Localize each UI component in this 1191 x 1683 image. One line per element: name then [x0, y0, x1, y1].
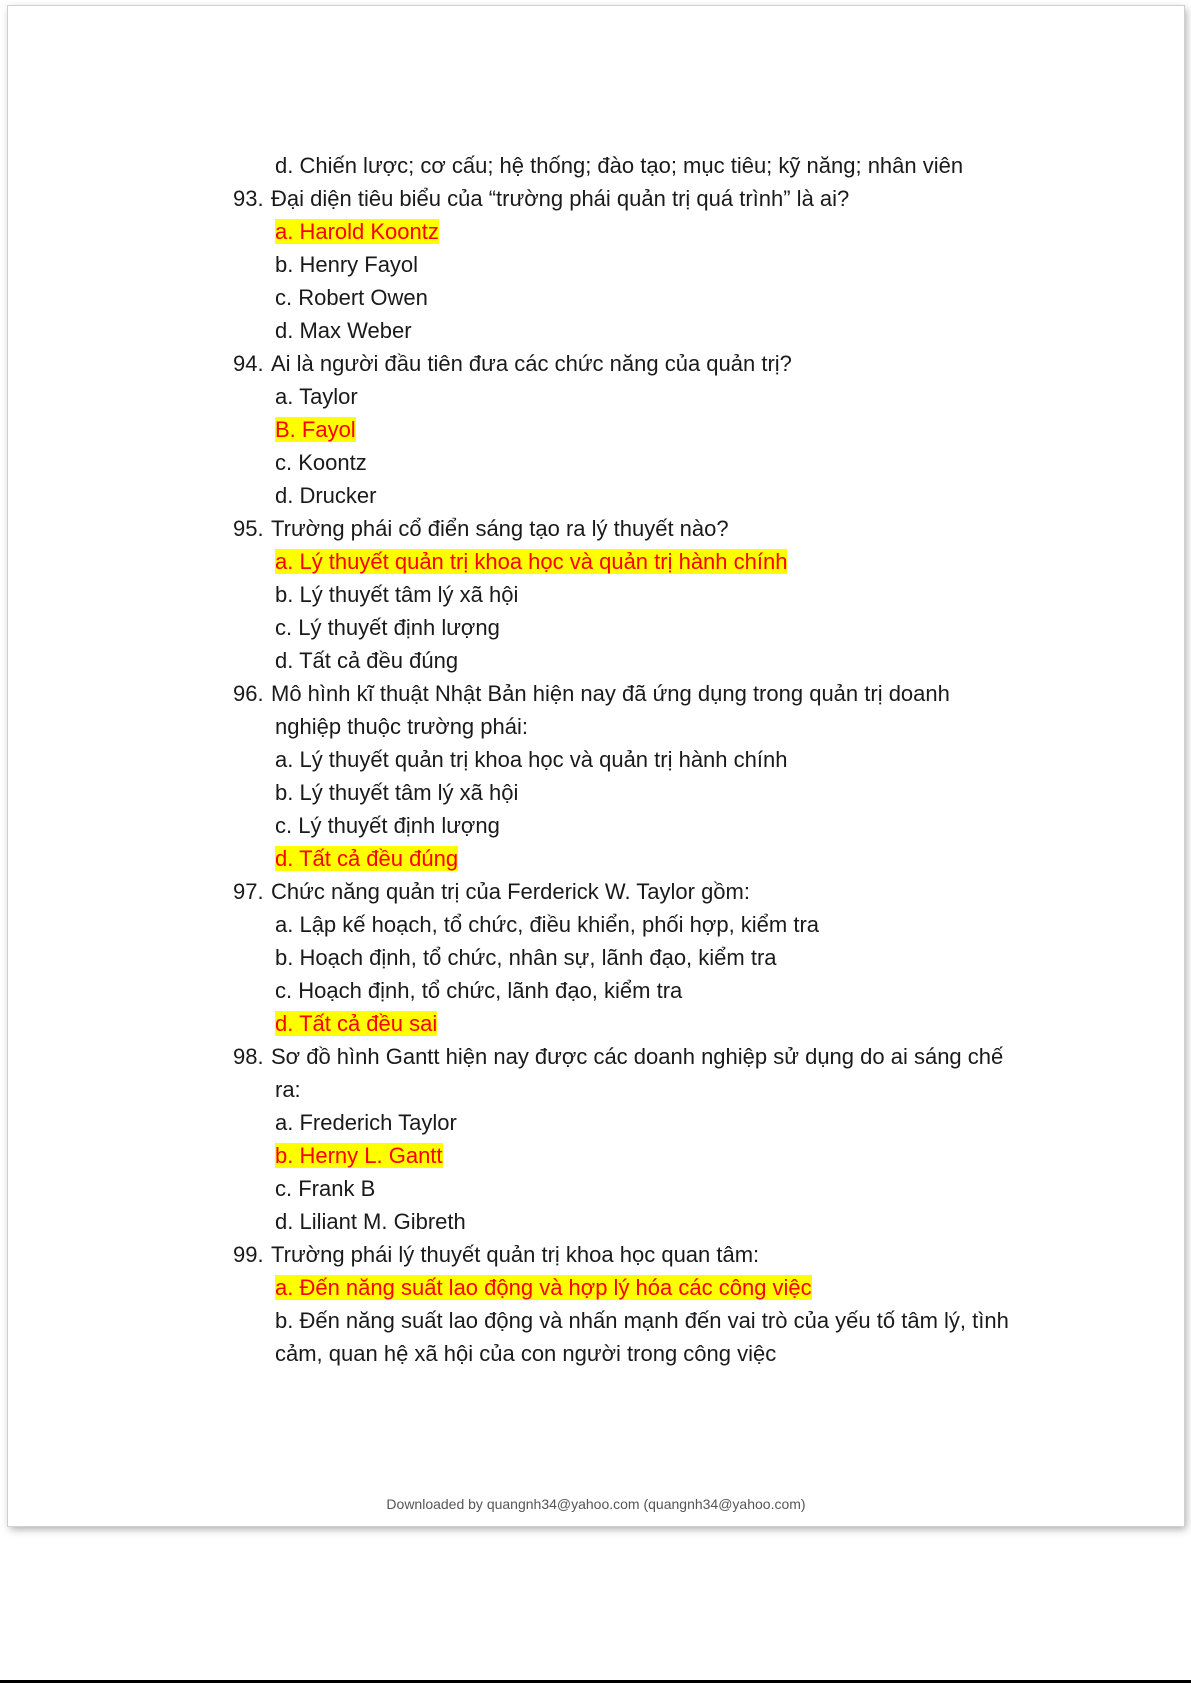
question-line: [233, 512, 1053, 545]
option-text: d. Liliant M. Gibreth: [275, 1209, 466, 1234]
option-text: ra:: [275, 1077, 301, 1102]
answer-option: [233, 776, 1053, 809]
question-number: 98.: [233, 1044, 264, 1069]
option-text: b. Lý thuyết tâm lý xã hội: [275, 780, 519, 805]
answer-option: [233, 446, 1053, 479]
document-page: [8, 6, 1184, 1526]
answer-option-correct: [233, 842, 1053, 875]
answer-option: [233, 1304, 1053, 1337]
answer-option: [233, 974, 1053, 1007]
question-number: 95.: [233, 516, 264, 541]
answer-option-correct: [233, 215, 1053, 248]
question-text: Chức năng quản trị của Ferderick W. Taylor gồm:: [271, 879, 750, 904]
answer-option: [233, 281, 1053, 314]
question-number: 93.: [233, 186, 264, 211]
option-text: b. Henry Fayol: [275, 252, 419, 277]
option-text: c. Lý thuyết định lượng: [275, 813, 500, 838]
answer-option-correct: [233, 1007, 1053, 1040]
question-text: Trường phái cổ điển sáng tạo ra lý thuyết nào?: [271, 516, 729, 541]
answer-option: [233, 248, 1053, 281]
question-line: [233, 1040, 1053, 1073]
answer-option: [233, 1073, 1053, 1106]
option-text: b. Hoạch định, tổ chức, nhân sự, lãnh đạo, kiểm tra: [275, 945, 777, 970]
option-text: b. Lý thuyết tâm lý xã hội: [275, 582, 519, 607]
question-line: [233, 677, 1053, 710]
question-number: 94.: [233, 351, 264, 376]
answer-option: [233, 149, 1053, 182]
question-line: [233, 347, 1053, 380]
answer-option-correct: [233, 1139, 1053, 1172]
page-footer: Downloaded by quangnh34@yahoo.com (quangnh34@yahoo.com): [386, 1496, 806, 1512]
question-line: [233, 1238, 1053, 1271]
question-text: Sơ đồ hình Gantt hiện nay được các doanh nghiệp sử dụng do ai sáng chế: [271, 1044, 1004, 1069]
answer-option: [233, 710, 1053, 743]
answer-option-correct: [233, 413, 1053, 446]
option-text: a. Frederich Taylor: [275, 1110, 457, 1135]
option-text: c. Koontz: [275, 450, 367, 475]
option-text: cảm, quan hệ xã hội của con người trong công việc: [275, 1341, 777, 1366]
answer-option: [233, 908, 1053, 941]
question-text: Ai là người đầu tiên đưa các chức năng của quản trị?: [271, 351, 792, 376]
highlighted-answer-text: a. Harold Koontz: [275, 219, 439, 244]
page-content: [233, 149, 1053, 1370]
answer-option-correct: [233, 1271, 1053, 1304]
option-text: d. Max Weber: [275, 318, 412, 343]
highlighted-answer-text: B. Fayol: [275, 417, 356, 442]
option-text: b. Đến năng suất lao động và nhấn mạnh đến vai trò của yếu tố tâm lý, tình: [275, 1308, 1009, 1333]
highlighted-answer-text: d. Tất cả đều sai: [275, 1011, 438, 1036]
answer-option: [233, 809, 1053, 842]
option-text: a. Lý thuyết quản trị khoa học và quản trị hành chính: [275, 747, 788, 772]
highlighted-answer-text: a. Đến năng suất lao động và hợp lý hóa các công việc: [275, 1275, 812, 1300]
option-text: nghiệp thuộc trường phái:: [275, 714, 528, 739]
question-line: [233, 182, 1053, 215]
question-number: 96.: [233, 681, 264, 706]
answer-option: [233, 314, 1053, 347]
highlighted-answer-text: d. Tất cả đều đúng: [275, 846, 459, 871]
answer-option: [233, 1205, 1053, 1238]
option-text: c. Robert Owen: [275, 285, 428, 310]
option-text: d. Drucker: [275, 483, 377, 508]
answer-option: [233, 644, 1053, 677]
option-text: c. Hoạch định, tổ chức, lãnh đạo, kiểm tra: [275, 978, 683, 1003]
answer-option: [233, 941, 1053, 974]
question-text: Đại diện tiêu biểu của “trường phái quản trị quá trình” là ai?: [271, 186, 850, 211]
question-text: Trường phái lý thuyết quản trị khoa học quan tâm:: [271, 1242, 760, 1267]
answer-option: [233, 743, 1053, 776]
option-text: c. Frank B: [275, 1176, 376, 1201]
highlighted-answer-text: b. Herny L. Gantt: [275, 1143, 443, 1168]
answer-option: [233, 380, 1053, 413]
option-text: d. Chiến lược; cơ cấu; hệ thống; đào tạo; mục tiêu; kỹ năng; nhân viên: [275, 153, 964, 178]
answer-option: [233, 1337, 1053, 1370]
question-line: [233, 875, 1053, 908]
answer-option-correct: [233, 545, 1053, 578]
answer-option: [233, 1172, 1053, 1205]
option-text: a. Lập kế hoạch, tổ chức, điều khiển, phối hợp, kiểm tra: [275, 912, 820, 937]
highlighted-answer-text: a. Lý thuyết quản trị khoa học và quản trị hành chính: [275, 549, 788, 574]
answer-option: [233, 611, 1053, 644]
question-text: Mô hình kĩ thuật Nhật Bản hiện nay đã ứng dụng trong quản trị doanh: [271, 681, 950, 706]
answer-option: [233, 1106, 1053, 1139]
answer-option: [233, 578, 1053, 611]
option-text: a. Taylor: [275, 384, 358, 409]
answer-option: [233, 479, 1053, 512]
option-text: d. Tất cả đều đúng: [275, 648, 459, 673]
option-text: c. Lý thuyết định lượng: [275, 615, 500, 640]
question-number: 97.: [233, 879, 264, 904]
question-number: 99.: [233, 1242, 264, 1267]
